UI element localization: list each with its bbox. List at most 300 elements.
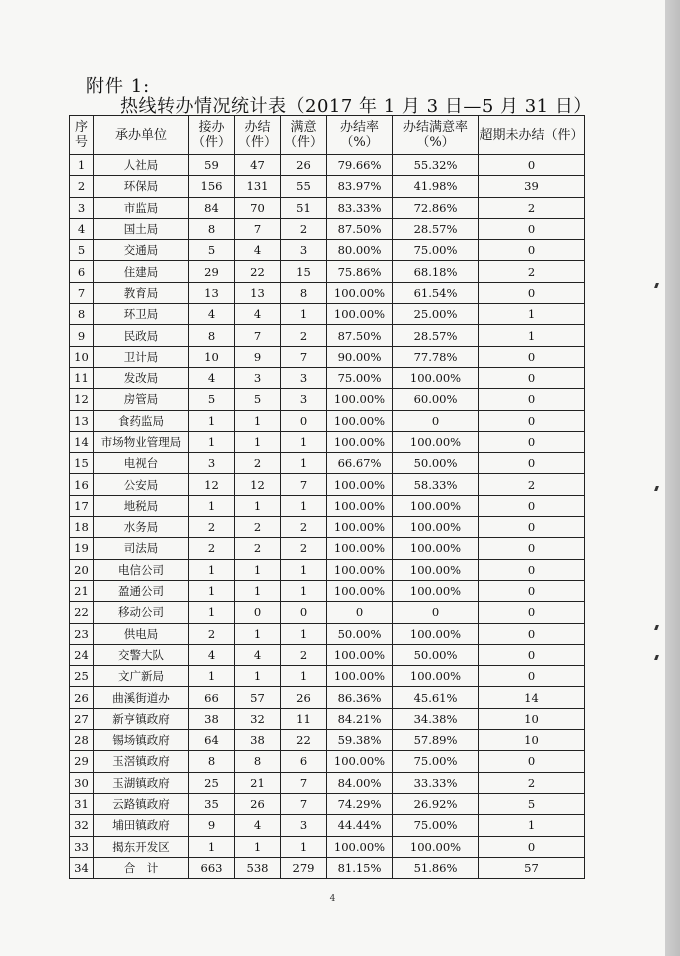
cell-index: 29 [70, 751, 94, 772]
cell-completed: 47 [235, 155, 281, 176]
cell-received: 10 [189, 346, 235, 367]
cell-satisfaction-rate: 100.00% [393, 538, 479, 559]
cell-unit: 文广新局 [94, 666, 189, 687]
cell-received: 5 [189, 389, 235, 410]
cell-completion-rate: 50.00% [327, 623, 393, 644]
cell-received: 2 [189, 517, 235, 538]
cell-unit: 埔田镇政府 [94, 815, 189, 836]
cell-completion-rate: 86.36% [327, 687, 393, 708]
cell-satisfied: 1 [281, 666, 327, 687]
cell-index: 14 [70, 431, 94, 452]
cell-unit: 云路镇政府 [94, 793, 189, 814]
cell-satisfied: 2 [281, 644, 327, 665]
cell-satisfied: 0 [281, 602, 327, 623]
cell-index: 13 [70, 410, 94, 431]
cell-satisfaction-rate: 33.33% [393, 772, 479, 793]
cell-completion-rate: 74.29% [327, 793, 393, 814]
cell-unit: 供电局 [94, 623, 189, 644]
cell-received: 2 [189, 623, 235, 644]
page-number: 4 [329, 894, 336, 904]
cell-overdue: 0 [479, 155, 585, 176]
cell-overdue: 10 [479, 708, 585, 729]
cell-unit: 民政局 [94, 325, 189, 346]
cell-index: 9 [70, 325, 94, 346]
cell-satisfaction-rate: 100.00% [393, 517, 479, 538]
cell-satisfaction-rate: 68.18% [393, 261, 479, 282]
cell-overdue: 0 [479, 410, 585, 431]
cell-completion-rate: 100.00% [327, 474, 393, 495]
cell-unit: 新亨镇政府 [94, 708, 189, 729]
cell-overdue: 1 [479, 304, 585, 325]
cell-completed: 1 [235, 559, 281, 580]
cell-completion-rate: 81.15% [327, 857, 393, 878]
cell-completed: 12 [235, 474, 281, 495]
cell-completion-rate: 83.97% [327, 176, 393, 197]
cell-index: 2 [70, 176, 94, 197]
table-row [70, 197, 585, 218]
cell-satisfaction-rate: 100.00% [393, 666, 479, 687]
cell-received: 1 [189, 666, 235, 687]
cell-completion-rate: 59.38% [327, 730, 393, 751]
cell-received: 1 [189, 410, 235, 431]
table-row [70, 282, 585, 303]
cell-index: 4 [70, 218, 94, 239]
cell-completion-rate: 100.00% [327, 644, 393, 665]
cell-unit: 食药监局 [94, 410, 189, 431]
cell-completion-rate: 100.00% [327, 666, 393, 687]
cell-overdue: 0 [479, 218, 585, 239]
cell-satisfied: 26 [281, 155, 327, 176]
cell-satisfaction-rate: 28.57% [393, 325, 479, 346]
cell-completed: 2 [235, 538, 281, 559]
table-row [70, 772, 585, 793]
cell-completion-rate: 100.00% [327, 304, 393, 325]
cell-index: 17 [70, 495, 94, 516]
cell-completion-rate: 0 [327, 602, 393, 623]
cell-index: 34 [70, 857, 94, 878]
cell-completion-rate: 84.21% [327, 708, 393, 729]
cell-satisfied: 7 [281, 793, 327, 814]
cell-satisfied: 1 [281, 304, 327, 325]
table-row [70, 559, 585, 580]
table-row [70, 240, 585, 261]
cell-satisfied: 7 [281, 474, 327, 495]
cell-satisfied: 6 [281, 751, 327, 772]
cell-index: 22 [70, 602, 94, 623]
cell-index: 28 [70, 730, 94, 751]
cell-received: 4 [189, 367, 235, 388]
scan-speck [654, 283, 659, 288]
cell-unit: 玉湖镇政府 [94, 772, 189, 793]
header-completed: 办结（件） [235, 116, 281, 155]
cell-received: 8 [189, 218, 235, 239]
cell-satisfaction-rate: 58.33% [393, 474, 479, 495]
cell-received: 66 [189, 687, 235, 708]
table-row [70, 367, 585, 388]
cell-satisfied: 1 [281, 431, 327, 452]
cell-overdue: 0 [479, 453, 585, 474]
cell-overdue: 14 [479, 687, 585, 708]
cell-overdue: 0 [479, 559, 585, 580]
cell-unit: 市场物业管理局 [94, 431, 189, 452]
cell-satisfied: 1 [281, 559, 327, 580]
cell-satisfied: 1 [281, 580, 327, 601]
cell-completed: 5 [235, 389, 281, 410]
cell-received: 29 [189, 261, 235, 282]
cell-satisfaction-rate: 26.92% [393, 793, 479, 814]
cell-completed: 1 [235, 580, 281, 601]
cell-unit: 国土局 [94, 218, 189, 239]
table-row [70, 304, 585, 325]
cell-index: 7 [70, 282, 94, 303]
cell-completion-rate: 100.00% [327, 836, 393, 857]
cell-overdue: 39 [479, 176, 585, 197]
cell-unit: 交警大队 [94, 644, 189, 665]
cell-satisfied: 3 [281, 240, 327, 261]
cell-overdue: 0 [479, 389, 585, 410]
cell-satisfied: 2 [281, 325, 327, 346]
cell-overdue: 0 [479, 367, 585, 388]
cell-index: 3 [70, 197, 94, 218]
cell-satisfaction-rate: 0 [393, 602, 479, 623]
cell-satisfaction-rate: 57.89% [393, 730, 479, 751]
table-row [70, 580, 585, 601]
cell-completed: 26 [235, 793, 281, 814]
cell-satisfied: 2 [281, 218, 327, 239]
cell-received: 8 [189, 751, 235, 772]
header-received: 接办（件） [189, 116, 235, 155]
cell-unit: 曲溪街道办 [94, 687, 189, 708]
cell-completed: 1 [235, 410, 281, 431]
cell-completion-rate: 100.00% [327, 495, 393, 516]
cell-completion-rate: 100.00% [327, 431, 393, 452]
cell-satisfied: 8 [281, 282, 327, 303]
cell-overdue: 5 [479, 793, 585, 814]
table-row [70, 176, 585, 197]
cell-satisfied: 1 [281, 836, 327, 857]
cell-completion-rate: 90.00% [327, 346, 393, 367]
cell-overdue: 2 [479, 772, 585, 793]
cell-satisfaction-rate: 75.00% [393, 751, 479, 772]
scan-speck [654, 486, 659, 491]
cell-unit: 合 计 [94, 857, 189, 878]
cell-received: 9 [189, 815, 235, 836]
cell-completion-rate: 80.00% [327, 240, 393, 261]
cell-overdue: 2 [479, 197, 585, 218]
table-row [70, 666, 585, 687]
table-row [70, 815, 585, 836]
cell-received: 84 [189, 197, 235, 218]
cell-index: 23 [70, 623, 94, 644]
cell-satisfaction-rate: 45.61% [393, 687, 479, 708]
cell-satisfied: 15 [281, 261, 327, 282]
cell-satisfied: 2 [281, 538, 327, 559]
header-index: 序号 [70, 116, 94, 155]
cell-overdue: 2 [479, 261, 585, 282]
cell-index: 10 [70, 346, 94, 367]
cell-completed: 57 [235, 687, 281, 708]
table-row [70, 623, 585, 644]
cell-overdue: 2 [479, 474, 585, 495]
cell-unit: 房管局 [94, 389, 189, 410]
cell-satisfaction-rate: 75.00% [393, 815, 479, 836]
cell-received: 4 [189, 304, 235, 325]
cell-unit: 教育局 [94, 282, 189, 303]
cell-satisfaction-rate: 72.86% [393, 197, 479, 218]
cell-unit: 盈通公司 [94, 580, 189, 601]
cell-satisfaction-rate: 0 [393, 410, 479, 431]
cell-completion-rate: 100.00% [327, 580, 393, 601]
table-row [70, 602, 585, 623]
cell-completion-rate: 83.33% [327, 197, 393, 218]
cell-overdue: 10 [479, 730, 585, 751]
cell-index: 25 [70, 666, 94, 687]
cell-overdue: 57 [479, 857, 585, 878]
cell-index: 1 [70, 155, 94, 176]
cell-satisfied: 2 [281, 517, 327, 538]
table-row [70, 644, 585, 665]
cell-unit: 揭东开发区 [94, 836, 189, 857]
cell-overdue: 0 [479, 602, 585, 623]
cell-satisfied: 0 [281, 410, 327, 431]
table-header-row [70, 116, 585, 155]
cell-satisfied: 51 [281, 197, 327, 218]
cell-unit: 市监局 [94, 197, 189, 218]
cell-completed: 4 [235, 304, 281, 325]
cell-received: 35 [189, 793, 235, 814]
cell-received: 3 [189, 453, 235, 474]
cell-index: 33 [70, 836, 94, 857]
cell-satisfied: 3 [281, 389, 327, 410]
table-row [70, 453, 585, 474]
cell-satisfaction-rate: 50.00% [393, 644, 479, 665]
cell-index: 11 [70, 367, 94, 388]
cell-unit: 交通局 [94, 240, 189, 261]
cell-unit: 环保局 [94, 176, 189, 197]
cell-overdue: 0 [479, 623, 585, 644]
cell-received: 12 [189, 474, 235, 495]
cell-satisfaction-rate: 100.00% [393, 559, 479, 580]
cell-overdue: 0 [479, 580, 585, 601]
cell-satisfied: 7 [281, 346, 327, 367]
table-row [70, 857, 585, 878]
cell-satisfied: 279 [281, 857, 327, 878]
table-row [70, 410, 585, 431]
cell-completed: 1 [235, 495, 281, 516]
cell-completion-rate: 100.00% [327, 751, 393, 772]
cell-satisfaction-rate: 100.00% [393, 367, 479, 388]
cell-satisfied: 3 [281, 367, 327, 388]
statistics-table [69, 115, 585, 879]
cell-completion-rate: 100.00% [327, 538, 393, 559]
cell-satisfaction-rate: 100.00% [393, 580, 479, 601]
cell-index: 5 [70, 240, 94, 261]
cell-satisfaction-rate: 77.78% [393, 346, 479, 367]
cell-received: 663 [189, 857, 235, 878]
cell-overdue: 0 [479, 836, 585, 857]
cell-received: 38 [189, 708, 235, 729]
cell-overdue: 0 [479, 240, 585, 261]
header-satisfied: 满意（件） [281, 116, 327, 155]
cell-completed: 1 [235, 431, 281, 452]
cell-index: 26 [70, 687, 94, 708]
cell-completed: 9 [235, 346, 281, 367]
cell-overdue: 0 [479, 495, 585, 516]
cell-satisfied: 55 [281, 176, 327, 197]
cell-satisfaction-rate: 41.98% [393, 176, 479, 197]
cell-received: 8 [189, 325, 235, 346]
cell-completion-rate: 75.86% [327, 261, 393, 282]
cell-received: 59 [189, 155, 235, 176]
cell-completed: 2 [235, 517, 281, 538]
cell-satisfaction-rate: 55.32% [393, 155, 479, 176]
header-overdue: 超期未办结（件） [479, 116, 585, 155]
cell-overdue: 0 [479, 751, 585, 772]
cell-completion-rate: 87.50% [327, 325, 393, 346]
table-row [70, 751, 585, 772]
cell-completion-rate: 66.67% [327, 453, 393, 474]
cell-completed: 4 [235, 240, 281, 261]
table-row [70, 793, 585, 814]
cell-unit: 玉滘镇政府 [94, 751, 189, 772]
cell-overdue: 0 [479, 346, 585, 367]
cell-completed: 21 [235, 772, 281, 793]
cell-received: 1 [189, 559, 235, 580]
table-row [70, 474, 585, 495]
cell-completion-rate: 75.00% [327, 367, 393, 388]
cell-overdue: 1 [479, 815, 585, 836]
table-row [70, 687, 585, 708]
cell-index: 21 [70, 580, 94, 601]
cell-unit: 水务局 [94, 517, 189, 538]
cell-unit: 卫计局 [94, 346, 189, 367]
table-row [70, 155, 585, 176]
cell-overdue: 0 [479, 431, 585, 452]
table-row [70, 431, 585, 452]
cell-satisfaction-rate: 50.00% [393, 453, 479, 474]
cell-overdue: 0 [479, 644, 585, 665]
cell-index: 6 [70, 261, 94, 282]
header-unit: 承办单位 [94, 116, 189, 155]
cell-completion-rate: 100.00% [327, 517, 393, 538]
cell-completed: 4 [235, 815, 281, 836]
cell-index: 20 [70, 559, 94, 580]
table-row [70, 538, 585, 559]
cell-unit: 司法局 [94, 538, 189, 559]
table-row [70, 517, 585, 538]
cell-received: 1 [189, 431, 235, 452]
cell-satisfaction-rate: 100.00% [393, 623, 479, 644]
cell-completed: 1 [235, 623, 281, 644]
table-row [70, 730, 585, 751]
cell-completed: 70 [235, 197, 281, 218]
cell-index: 30 [70, 772, 94, 793]
attachment-label: 附件 1: [86, 76, 151, 97]
header-satisfaction-rate: 办结满意率（%） [393, 116, 479, 155]
header-completion-rate: 办结率（%） [327, 116, 393, 155]
cell-completed: 538 [235, 857, 281, 878]
cell-unit: 电视台 [94, 453, 189, 474]
table-row [70, 708, 585, 729]
cell-received: 1 [189, 602, 235, 623]
cell-index: 24 [70, 644, 94, 665]
cell-unit: 电信公司 [94, 559, 189, 580]
cell-received: 156 [189, 176, 235, 197]
cell-overdue: 0 [479, 538, 585, 559]
table-row [70, 389, 585, 410]
cell-satisfaction-rate: 61.54% [393, 282, 479, 303]
cell-index: 32 [70, 815, 94, 836]
cell-completion-rate: 44.44% [327, 815, 393, 836]
cell-satisfaction-rate: 34.38% [393, 708, 479, 729]
cell-unit: 住建局 [94, 261, 189, 282]
table-row [70, 346, 585, 367]
cell-unit: 人社局 [94, 155, 189, 176]
cell-satisfied: 1 [281, 623, 327, 644]
cell-completed: 1 [235, 666, 281, 687]
table-row [70, 218, 585, 239]
cell-satisfaction-rate: 51.86% [393, 857, 479, 878]
cell-overdue: 0 [479, 666, 585, 687]
cell-index: 31 [70, 793, 94, 814]
cell-index: 18 [70, 517, 94, 538]
cell-received: 1 [189, 495, 235, 516]
cell-index: 8 [70, 304, 94, 325]
cell-received: 1 [189, 836, 235, 857]
cell-index: 27 [70, 708, 94, 729]
cell-satisfied: 26 [281, 687, 327, 708]
cell-received: 2 [189, 538, 235, 559]
table-row [70, 261, 585, 282]
cell-completed: 13 [235, 282, 281, 303]
cell-completed: 2 [235, 453, 281, 474]
cell-overdue: 1 [479, 325, 585, 346]
cell-satisfaction-rate: 60.00% [393, 389, 479, 410]
cell-satisfaction-rate: 25.00% [393, 304, 479, 325]
cell-overdue: 0 [479, 517, 585, 538]
cell-completion-rate: 100.00% [327, 389, 393, 410]
cell-completion-rate: 79.66% [327, 155, 393, 176]
cell-completed: 131 [235, 176, 281, 197]
cell-unit: 地税局 [94, 495, 189, 516]
cell-satisfied: 11 [281, 708, 327, 729]
cell-satisfied: 3 [281, 815, 327, 836]
cell-completed: 0 [235, 602, 281, 623]
cell-satisfaction-rate: 28.57% [393, 218, 479, 239]
table-title: 热线转办情况统计表（2017 年 1 月 3 日—5 月 31 日） [120, 96, 592, 117]
cell-received: 64 [189, 730, 235, 751]
cell-completion-rate: 100.00% [327, 282, 393, 303]
cell-received: 1 [189, 580, 235, 601]
table-row [70, 325, 585, 346]
cell-completion-rate: 100.00% [327, 559, 393, 580]
cell-completed: 3 [235, 367, 281, 388]
cell-index: 19 [70, 538, 94, 559]
cell-satisfied: 22 [281, 730, 327, 751]
cell-unit: 发改局 [94, 367, 189, 388]
cell-unit: 公安局 [94, 474, 189, 495]
cell-index: 12 [70, 389, 94, 410]
cell-unit: 环卫局 [94, 304, 189, 325]
cell-satisfaction-rate: 100.00% [393, 431, 479, 452]
cell-completion-rate: 100.00% [327, 410, 393, 431]
cell-completion-rate: 87.50% [327, 218, 393, 239]
cell-completed: 7 [235, 218, 281, 239]
cell-completed: 8 [235, 751, 281, 772]
cell-satisfaction-rate: 100.00% [393, 495, 479, 516]
cell-completed: 4 [235, 644, 281, 665]
cell-unit: 锡场镇政府 [94, 730, 189, 751]
